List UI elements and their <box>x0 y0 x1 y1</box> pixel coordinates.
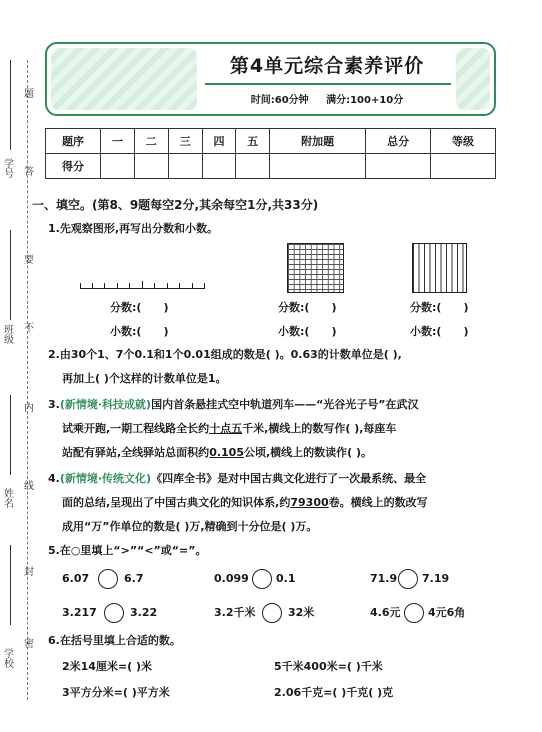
page-title: 第4单元综合素养评价 <box>229 55 425 77</box>
gutter-label: 内 <box>24 403 34 414</box>
gutter-label: 题 <box>24 89 34 100</box>
compare-right: 7.19 <box>422 572 450 585</box>
score-cell <box>366 154 431 179</box>
decimal-answer <box>410 325 468 339</box>
paren-close: ) <box>331 301 337 314</box>
ruler-tick <box>142 281 143 289</box>
fraction-label: 分数:( <box>110 301 142 314</box>
question-text: 《四库全书》是对中国古典文化进行了一次最系统、最全 <box>151 472 427 485</box>
answer-circle[interactable] <box>398 569 418 589</box>
ruler-tick <box>192 283 193 289</box>
gutter-field-label: 班级 <box>4 325 14 346</box>
paren-close: ) <box>163 325 169 338</box>
fraction-answer <box>278 301 336 315</box>
header-cell: 附加题 <box>270 129 366 154</box>
question-2-line-2: 再加上( )个这样的计数单位是1。 <box>62 372 227 385</box>
ruler-tick <box>104 283 105 289</box>
banner-divider <box>205 83 451 85</box>
ruler-tick <box>154 283 155 289</box>
gutter-label: 密 <box>24 639 34 650</box>
header-cell: 四 <box>202 129 236 154</box>
gutter-label: 线 <box>24 481 34 492</box>
question-text: 千米,横线上的数写作( ),每座车 <box>242 422 397 435</box>
underlined-number: 79300 <box>290 496 329 509</box>
compare-left: 71.9 <box>370 572 398 585</box>
score-cell <box>236 154 270 179</box>
score-cell <box>202 154 236 179</box>
gutter-underline <box>10 395 11 475</box>
score-cell <box>168 154 202 179</box>
score-cell <box>270 154 366 179</box>
question-1: 1.先观察图形,再写出分数和小数。 <box>48 222 219 235</box>
conversion-item: 2.06千克=( )千克( )克 <box>274 686 394 699</box>
time-limit: 时间:60分钟 <box>250 95 309 106</box>
conversion-item: 3平方分米=( )平方米 <box>62 686 170 699</box>
fraction-label: 分数:( <box>410 301 442 314</box>
fraction-answer <box>410 301 468 315</box>
ruler-tick <box>167 283 168 289</box>
gutter-underline <box>10 545 11 625</box>
decimal-label: 小数:( <box>278 325 310 338</box>
score-cell <box>101 154 135 179</box>
ruler-tick <box>179 283 180 289</box>
decimal-answer <box>278 325 336 339</box>
compare-right: 6.7 <box>124 572 144 585</box>
question-text: 站配有驿站,全线驿站总面积约 <box>62 446 210 459</box>
question-text: 试乘开跑,一期工程线路全长约 <box>62 422 210 435</box>
answer-circle[interactable] <box>404 603 424 623</box>
gutter-underline <box>10 60 11 150</box>
question-3-line-3 <box>62 446 372 460</box>
ruler-tick <box>92 283 93 289</box>
paren-close: ) <box>163 301 169 314</box>
answer-circle[interactable] <box>252 569 272 589</box>
header-cell: 等级 <box>431 129 496 154</box>
ruler-tick <box>204 283 205 289</box>
compare-right: 0.1 <box>276 572 296 585</box>
decimal-answer <box>110 325 168 339</box>
header-cell: 总分 <box>366 129 431 154</box>
row-label: 得分 <box>46 154 101 179</box>
gutter-label: 答 <box>24 167 34 178</box>
ruler-tick <box>117 283 118 289</box>
section-heading: 一、填空。(第8、9题每空2分,其余每空1分,共33分) <box>32 198 319 212</box>
decimal-label: 小数:( <box>410 325 442 338</box>
fraction-answer <box>110 301 168 315</box>
conversion-item: 2米14厘米=( )米 <box>62 660 153 673</box>
question-5: 5.在○里填上“>”“<”或“=”。 <box>48 544 207 557</box>
gutter-field-label: 学号 <box>4 159 14 180</box>
answer-circle[interactable] <box>104 603 124 623</box>
question-6: 6.在括号里填上合适的数。 <box>48 634 181 647</box>
ten-strip-figure <box>412 243 467 293</box>
question-2-line-1: 2.由30个1、7个0.1和1个0.01组成的数是( )。0.63的计数单位是( ), <box>48 348 402 361</box>
compare-left: 4.6元 <box>370 606 401 619</box>
score-cell <box>431 154 496 179</box>
underlined-number: 十点五 <box>209 422 243 435</box>
score-table-header <box>46 129 496 154</box>
question-4-line-2 <box>62 496 428 510</box>
compare-left: 3.2千米 <box>214 606 256 619</box>
ruler-tick <box>80 283 81 289</box>
cut-line <box>27 60 28 700</box>
question-text: 公顷,横线上的数读作( )。 <box>243 446 373 459</box>
paren-close: ) <box>463 325 469 338</box>
score-cell <box>134 154 168 179</box>
decimal-label: 小数:( <box>110 325 142 338</box>
question-text: 国内首条悬挂式空中轨道列车——“光谷光子号”在武汉 <box>151 398 419 411</box>
question-text: 面的总结,呈现出了中国古典文化的知识体系,约 <box>62 496 291 509</box>
compare-left: 0.099 <box>214 572 249 585</box>
banner-decoration <box>456 48 490 110</box>
gutter-underline <box>10 230 11 320</box>
banner-decoration <box>51 48 197 110</box>
compare-right: 3.22 <box>130 606 158 619</box>
context-tag: (新情境·科技成就) <box>59 398 152 411</box>
header-cell: 二 <box>134 129 168 154</box>
header-cell: 五 <box>236 129 270 154</box>
compare-left: 3.217 <box>62 606 97 619</box>
gutter-label: 要 <box>24 255 34 266</box>
title-banner <box>45 42 496 116</box>
header-cell: 题序 <box>46 129 101 154</box>
score-table <box>45 128 496 179</box>
question-4-line-3: 成用“万”作单位的数是( )万,精确到十分位是( )万。 <box>62 520 318 533</box>
conversion-item: 5千米400米=( )千米 <box>274 660 383 673</box>
paren-close: ) <box>331 325 337 338</box>
score-table-row <box>46 154 496 179</box>
context-tag: (新情境·传统文化) <box>59 472 152 485</box>
ruler-tick <box>129 283 130 289</box>
full-score: 满分:100+10分 <box>326 95 404 106</box>
header-cell: 三 <box>168 129 202 154</box>
fraction-label: 分数:( <box>278 301 310 314</box>
compare-right: 4元6角 <box>428 606 466 619</box>
gutter-field-label: 学校 <box>4 649 14 670</box>
answer-circle[interactable] <box>262 603 282 623</box>
compare-left: 6.07 <box>62 572 90 585</box>
question-4-line-1: 4.(新情境·传统文化)《四库全书》是对中国古典文化进行了一次最系统、最全 <box>48 472 427 485</box>
exam-info <box>197 91 457 106</box>
question-3-line-1: 3.(新情境·科技成就)国内首条悬挂式空中轨道列车——“光谷光子号”在武汉 <box>48 398 419 411</box>
answer-circle[interactable] <box>98 569 118 589</box>
gutter-label: 不 <box>24 323 34 334</box>
header-cell: 一 <box>101 129 135 154</box>
hundred-grid-figure <box>287 243 344 293</box>
question-3-line-2 <box>62 422 396 436</box>
gutter-label: 封 <box>24 567 34 578</box>
compare-right: 32米 <box>288 606 315 619</box>
paren-close: ) <box>463 301 469 314</box>
question-text: 卷。横线上的数改写 <box>328 496 428 509</box>
gutter-field-label: 姓名 <box>4 489 14 510</box>
underlined-number: 0.105 <box>209 446 244 459</box>
ruler-figure <box>80 281 205 289</box>
